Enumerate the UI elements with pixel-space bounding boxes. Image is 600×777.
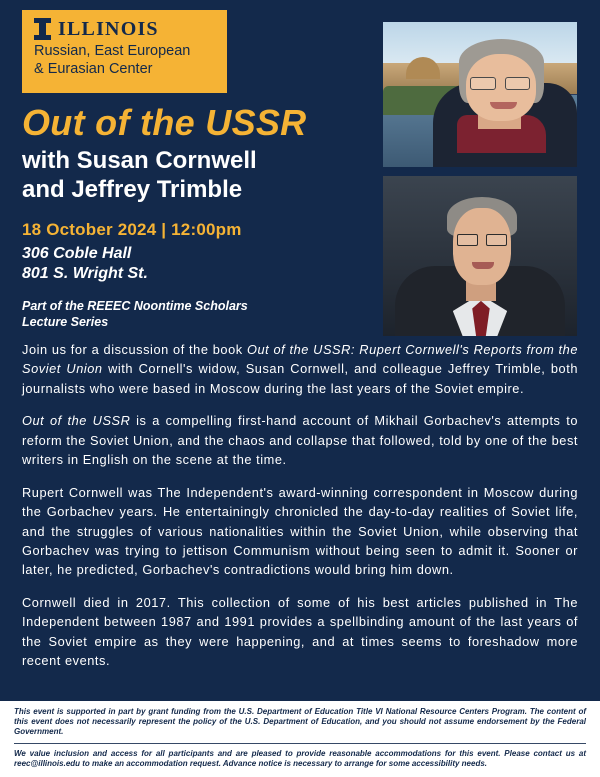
- series-line2: Lecture Series: [22, 315, 109, 330]
- series-line1: Part of the REEEC Noontime Scholars: [22, 299, 248, 313]
- p2-text-b: is a compelling first-hand account of Mikhail Gorbachev's attempts to reform the Soviet Union, and the chaos and collapse that followed, told by one of the best writers in English on the scene at the time.: [22, 413, 578, 468]
- p1-text-a: Join us for a discussion of the book: [22, 342, 247, 357]
- photo-susan-cornwell: [383, 22, 577, 167]
- event-subtitle: [22, 146, 362, 205]
- logo-wordmark-row: [34, 18, 217, 40]
- venue-line2: 801 S. Wright St.: [22, 265, 148, 283]
- footer: [0, 701, 600, 777]
- event-venue: [22, 244, 148, 285]
- event-datetime: 18 October 2024 | 12:00pm: [22, 220, 242, 239]
- illinois-logo-block: [22, 10, 227, 93]
- photo-jeffrey-trimble: [383, 176, 577, 336]
- center-name: [34, 43, 217, 78]
- accessibility-notice: We value inclusion and access for all participants and are pleased to provide reasonable accommodations for this event. Please contact us at reec@illinois.edu to make an accommodation request. Advance notice is necessary to arrange for some accessibility needs.: [14, 748, 586, 768]
- venue-line1: 306 Coble Hall: [22, 245, 132, 262]
- description-paragraph-4: Cornwell died in 2017. This collection of some of his best articles published in The Independent between 1987 and 1991 provides a spellbinding amount of the last years of the Soviet empire as they were happening, and at times seems to foreshadow more recent events.: [22, 594, 578, 669]
- description-paragraph-3: Rupert Cornwell was The Independent's award-winning correspondent in Moscow during the Gorbachev years. He entertainingly chronicled the day-to-day realities of Soviet life, and the struggles of various nationalities within the Soviet Union, while observing that Gorbachev was trying to jettison Communism without being seen to admit it. Sooner or later, he predicted, Gorbachev's contradictions would bring him down.: [22, 484, 578, 578]
- center-name-line1: Russian, East European: [34, 43, 191, 59]
- illinois-block-i-icon: [34, 18, 51, 40]
- funding-notice: This event is supported in part by grant funding from the U.S. Department of Education Title VI National Resource Centers Program. The content of this event does not necessarily represent the policy of the U.S. Department of Education, and you should not assume endorsement by the Federal Government.: [14, 706, 586, 737]
- event-series: [22, 298, 352, 331]
- center-name-line2: & Eurasian Center: [34, 60, 153, 77]
- event-title: Out of the USSR: [22, 102, 307, 143]
- description-paragraph-1: [22, 340, 578, 398]
- p1-book-title: Out of the USSR: Rupert Cornwell's Reports from the Soviet Union: [22, 342, 578, 377]
- footer-divider: [14, 743, 586, 744]
- illinois-wordmark: ILLINOIS: [58, 18, 159, 40]
- p1-text-b: with Cornell's widow, Susan Cornwell, and colleague Jeffrey Trimble, both journalists who were based in Moscow during the last years of the Soviet empire.: [22, 361, 578, 396]
- event-subtitle-line2: and Jeffrey Trimble: [22, 176, 243, 204]
- event-subtitle-line1: with Susan Cornwell: [22, 147, 257, 174]
- description-paragraph-2: [22, 411, 578, 469]
- event-description: [22, 340, 578, 684]
- p2-book-title: Out of the USSR: [22, 413, 131, 429]
